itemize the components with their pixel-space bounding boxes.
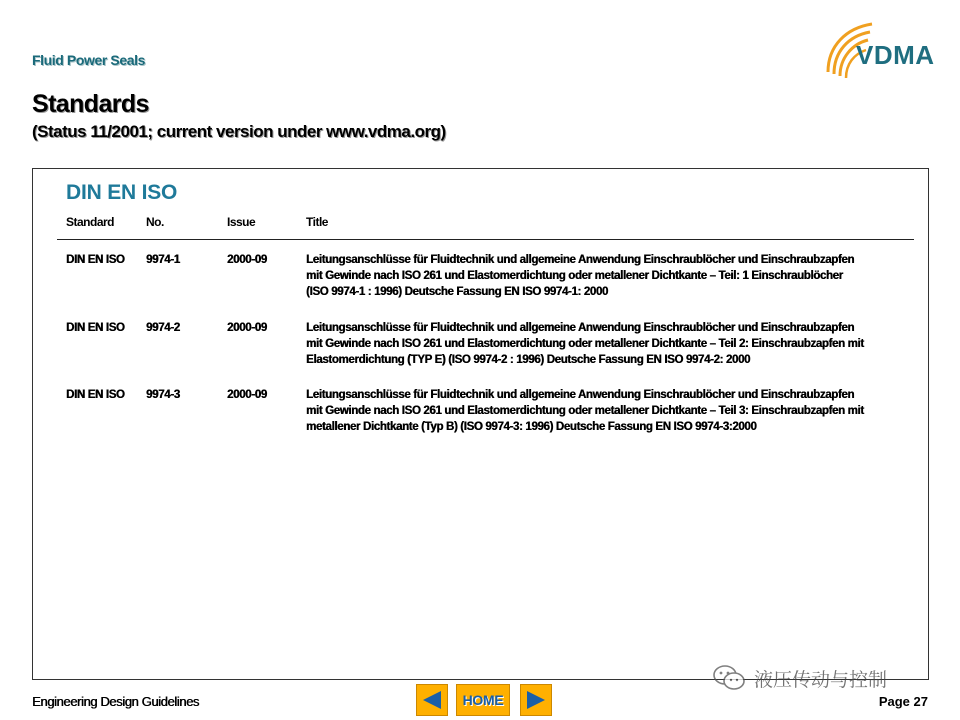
cell-no: 9974-2: [146, 322, 180, 334]
wechat-icon: [712, 663, 746, 693]
watermark: [712, 660, 887, 696]
cell-title: Leitungsanschlüsse für Fluidtechnik und allgemeine Anwendung Einschraublöcher und Einschraubzapfen mit Gewinde nach ISO 261 und Elastomerdichtung oder metallener Dichtkante – Teil: 1 Einschraublöcher (ISO 9974-1 : 1996) Deutsche Fassung EN ISO 9974-1: 2000: [306, 254, 855, 298]
cell-standard: DIN EN ISO: [66, 254, 125, 266]
standards-heading: DIN EN ISO: [66, 181, 178, 204]
cell-title: Leitungsanschlüsse für Fluidtechnik und allgemeine Anwendung Einschraublöcher und Einschraubzapfen mit Gewinde nach ISO 261 und Elastomerdichtung oder metallener Dichtkante – Teil 3: Einschraubzapfen mit metallener Dichtkante (Typ B) (ISO 9974-3: 1996) Deutsche Fassung EN ISO 9974-3:2000: [306, 389, 864, 433]
previous-page-button[interactable]: [416, 684, 448, 716]
section-title: Fluid Power Seals: [32, 52, 146, 68]
column-header-no: No.: [146, 215, 164, 229]
standards-box: [32, 168, 929, 680]
page-subtitle: (Status 11/2001; current version under www.vdma.org): [32, 122, 446, 141]
vdma-logo-text: VDMA: [856, 40, 935, 70]
header-divider: [57, 239, 914, 240]
column-header-standard: Standard: [66, 215, 115, 229]
column-header-title: Title: [306, 215, 328, 229]
right-arrow-icon: [525, 690, 547, 710]
cell-issue: 2000-09: [227, 389, 267, 401]
left-arrow-icon: [421, 690, 443, 710]
cell-issue: 2000-09: [227, 254, 267, 266]
cell-title: Leitungsanschlüsse für Fluidtechnik und allgemeine Anwendung Einschraublöcher und Einschraubzapfen mit Gewinde nach ISO 261 und Elastomerdichtung oder metallener Dichtkante – Teil 2: Einschraubzapfen mit Elastomerdichtung (TYP E) (ISO 9974-2 : 1996) Deutsche Fassung EN ISO 9974-2: 2000: [306, 322, 864, 366]
footer-guidelines-label: Engineering Design Guidelines: [32, 694, 199, 709]
cell-no: 9974-1: [146, 254, 180, 266]
cell-no: 9974-3: [146, 389, 180, 401]
next-page-button[interactable]: [520, 684, 552, 716]
page-number: Page 27: [878, 694, 928, 709]
home-button[interactable]: HOME: [456, 684, 510, 716]
page-title: Standards: [32, 90, 149, 118]
watermark-text: 液压传动与控制: [754, 668, 888, 691]
cell-standard: DIN EN ISO: [66, 322, 125, 334]
column-header-issue: Issue: [227, 215, 256, 229]
cell-issue: 2000-09: [227, 322, 267, 334]
cell-standard: DIN EN ISO: [66, 389, 125, 401]
